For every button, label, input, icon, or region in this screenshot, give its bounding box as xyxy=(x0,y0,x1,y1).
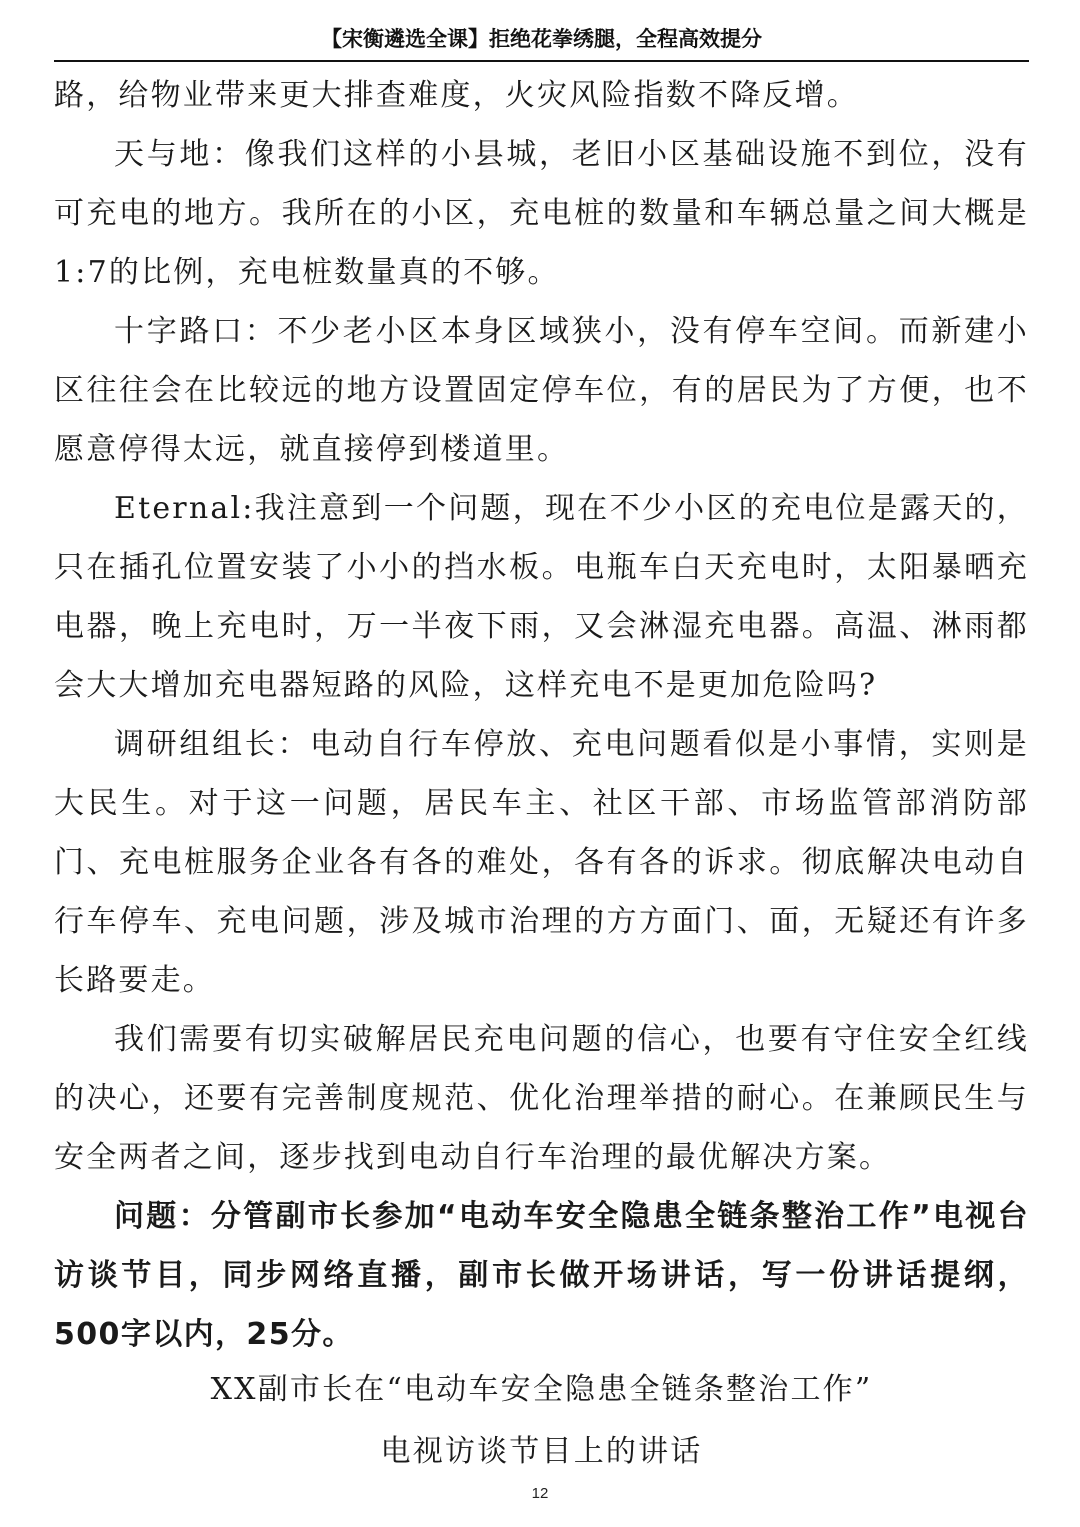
paragraph-conclusion: 我们需要有切实破解居民充电问题的信心，也要有守住安全红线的决心，还要有完善制度规范、优化治理举措的耐心。在兼顾民生与安全两者之间，逐步找到电动自行车治理的最优解决方案。 xyxy=(54,1022,1029,1175)
header-divider xyxy=(54,60,1029,62)
paragraph-shizilukou: 十字路口：不少老小区本身区域狭小，没有停车空间。而新建小区往往会在比较远的地方设置固定停车位，有的居民为了方便，也不愿意停得太远，就直接停到楼道里。 xyxy=(54,314,1029,467)
paragraph-continuation: 路，给物业带来更大排查难度，火灾风险指数不降反增。 xyxy=(54,78,859,113)
paragraph-tianyudi: 天与地：像我们这样的小县城，老旧小区基础设施不到位，没有可充电的地方。我所在的小区，充电桩的数量和车辆总量之间大概是1:7的比例，充电桩数量真的不够。 xyxy=(54,137,1029,290)
paragraph-eternal: Eternal:我注意到一个问题，现在不少小区的充电位是露天的，只在插孔位置安装了小小的挡水板。电瓶车白天充电时，太阳暴晒充电器，晚上充电时，万一半夜下雨，又会淋湿充电器。高温、淋雨都会大大增加充电器短路的风险，这样充电不是更加危险吗? xyxy=(54,491,1029,703)
speech-title-line-2: 电视访谈节目上的讲话 xyxy=(380,1434,703,1469)
document-body xyxy=(54,66,1029,1364)
speech-title-line-1: XX副市长在“电动车安全隐患全链条整治工作” xyxy=(210,1372,873,1407)
page-number: 12 xyxy=(531,1485,549,1502)
question-text: 问题：分管副市长参加“电动车安全隐患全链条整治工作”电视台访谈节目，同步网络直播，副市长做开场讲话，写一份讲话提纲，500字以内，25分。 xyxy=(54,1199,1029,1352)
page-header: 【宋衡遴选全课】拒绝花拳绣腿，全程高效提分 xyxy=(321,27,762,51)
paragraph-team-leader: 调研组组长：电动自行车停放、充电问题看似是小事情，实则是大民生。对于这一问题，居民车主、社区干部、市场监管部消防部门、充电桩服务企业各有各的难处，各有各的诉求。彻底解决电动自行车停车、充电问题，涉及城市治理的方方面门、面，无疑还有许多长路要走。 xyxy=(54,727,1029,998)
